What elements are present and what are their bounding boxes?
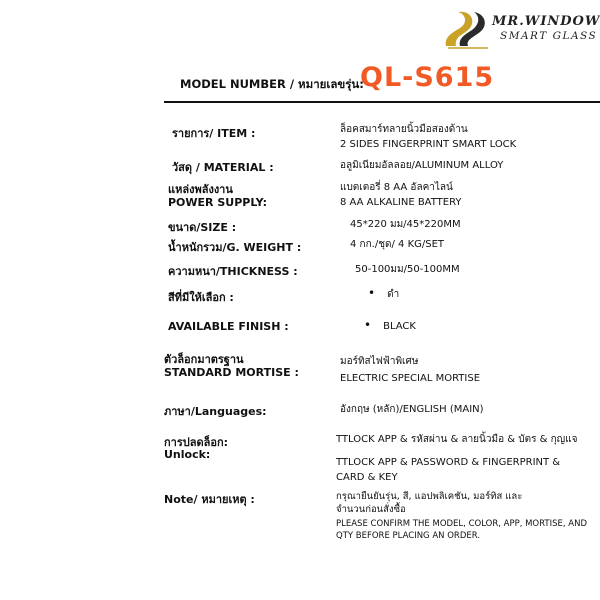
mortise-value-th: มอร์ทิสไฟฟ้าพิเศษ [340,356,419,367]
unlock-value-en-2: CARD & KEY [336,472,398,483]
note-value-th-1: กรุณายืนยันรุ่น, สี, แอปพลิเคชัน, มอร์ทิส และ [336,491,523,502]
mortise-label-en: STANDARD MORTISE : [164,366,299,379]
brand-name: MR.WINDOW [492,14,600,29]
item-value-en: 2 SIDES FINGERPRINT SMART LOCK [340,139,517,150]
unlock-label-th: การปลดล็อก: [164,436,229,449]
thickness-value: 50-100มม/50-100MM [355,264,460,275]
item-value-th: ล็อคสมาร์ทลายนิ้วมือสองด้าน [340,124,468,135]
material-value: อลูมิเนียมอัลลอย/ALUMINUM ALLOY [340,160,504,171]
weight-value: 4 กก./ชุด/ 4 KG/SET [350,239,445,250]
material-label: วัสดุ / MATERIAL : [172,161,274,174]
weight-label: น้ำหนักรวม/G. WEIGHT : [168,241,302,254]
model-number-value: QL-S615 [360,62,495,93]
mortise-value-en: ELECTRIC SPECIAL MORTISE [340,373,481,384]
note-label: Note/ หมายเหตุ : [164,493,255,506]
thickness-label: ความหนา/THICKNESS : [168,265,298,278]
unlock-value-th: TTLOCK APP & รหัสผ่าน & ลายนิ้วมือ & บัตร & กุญแจ [336,434,578,445]
size-label: ขนาด/SIZE : [168,221,237,234]
finish-label: AVAILABLE FINISH : [168,320,289,333]
languages-value: อังกฤษ (หลัก)/ENGLISH (MAIN) [340,404,484,415]
power-label-th: แหล่งพลังงาน [168,183,233,196]
header-divider [164,101,600,103]
size-value: 45*220 มม/45*220MM [350,219,461,230]
model-number-label: MODEL NUMBER / หมายเลขรุ่น: [180,77,364,91]
unlock-value-en-1: TTLOCK APP & PASSWORD & FINGERPRINT & [336,457,561,468]
power-value-th: แบตเตอรี่ 8 AA อัลคาไลน์ [340,182,453,193]
power-label-en: POWER SUPPLY: [168,196,268,209]
note-value-en-2: QTY BEFORE PLACING AN ORDER. [336,531,481,541]
power-value-en: 8 AA ALKALINE BATTERY [340,197,462,208]
note-value-th-2: จำนวนก่อนสั่งซื้อ [336,504,406,515]
mortise-label-th: ตัวล็อกมาตรฐาน [164,353,244,366]
item-label: รายการ/ ITEM : [172,127,256,140]
color-value: • ดำ [368,286,399,302]
note-value-en-1: PLEASE CONFIRM THE MODEL, COLOR, APP, MORTISE, AND [336,519,587,529]
finish-value: • BLACK [364,318,416,334]
brand-tagline: SMART GLASS [500,30,598,42]
color-label: สีที่มีให้เลือก : [168,291,234,304]
unlock-label-en: Unlock: [164,448,211,461]
languages-label: ภาษา/Languages: [164,405,267,418]
